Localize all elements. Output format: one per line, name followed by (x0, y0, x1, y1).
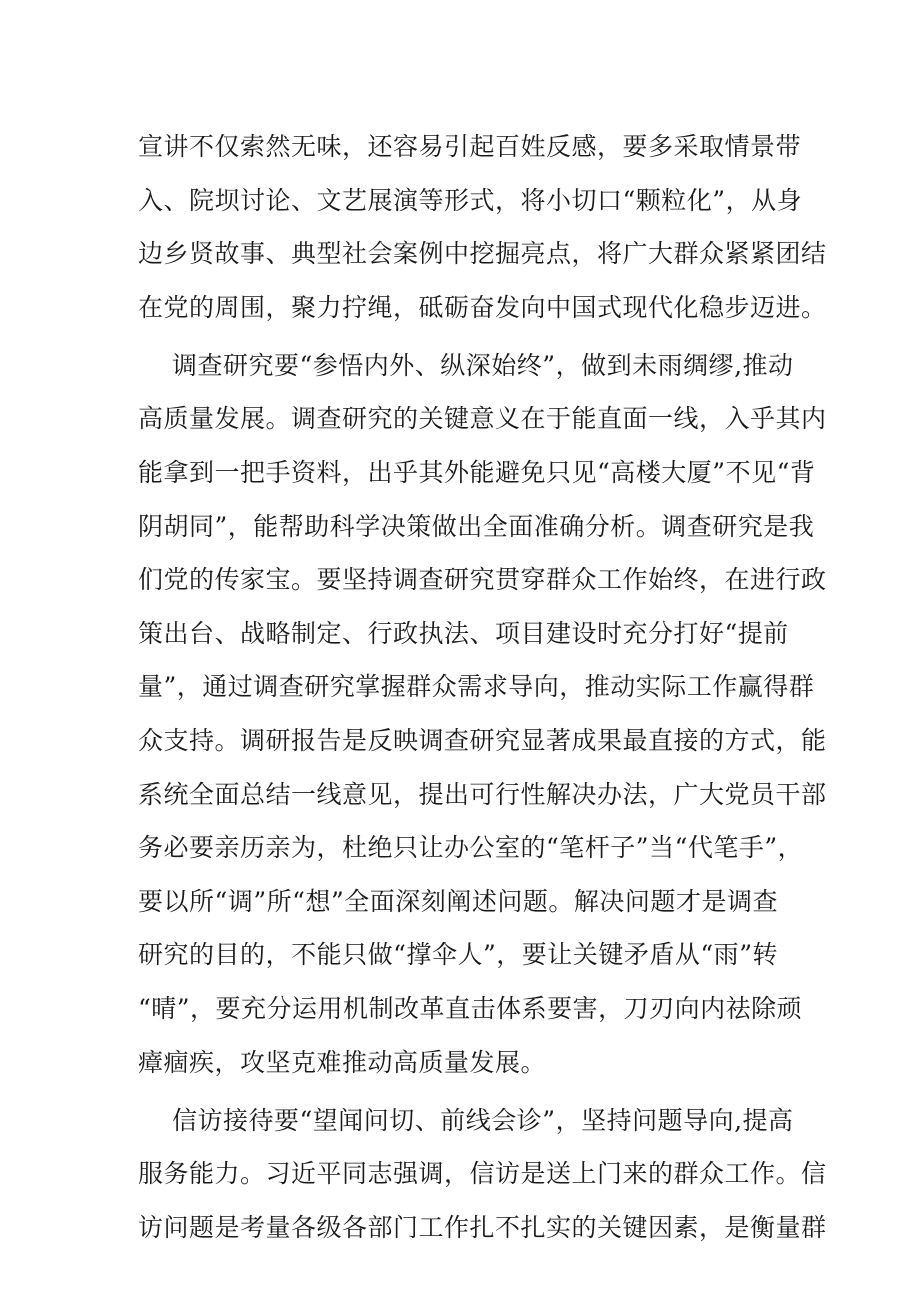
paragraph-2-line-3: 能拿到一把手资料，出乎其外能避免只见“高楼大厦”不见“背 (138, 458, 816, 487)
paragraph-2-line-10: 务必要亲历亲为，杜绝只让办公室的“笔杆子”当“代笔手”， (138, 833, 804, 862)
paragraph-2-line-2: 高质量发展。调查研究的关键意义在于能直面一线，入乎其内 (138, 404, 827, 433)
paragraph-2-line-5: 们党的传家宝。要坚持调查研究贯穿群众工作始终，在进行政 (138, 565, 827, 594)
paragraph-2-line-9: 系统全面总结一线意见，提出可行性解决办法，广大党员干部 (138, 780, 827, 809)
paragraph-3-line-1: 信访接待要“望闻问切、前线会诊”，坚持问题导向,提高 (172, 1106, 794, 1135)
paragraph-2-line-7: 量”，通过调查研究掌握群众需求导向，推动实际工作赢得群 (138, 672, 815, 701)
paragraph-2-line-4: 阴胡同”，能帮助科学决策做出全面准确分析。调查研究是我 (138, 512, 815, 541)
paragraph-3-line-2: 服务能力。习近平同志强调，信访是送上门来的群众工作。信 (138, 1159, 827, 1188)
paragraph-1-line-3: 边乡贤故事、典型社会案例中挖掘亮点，将广大群众紧紧团结 (138, 239, 827, 268)
paragraph-1-line-2: 入、院坝讨论、文艺展演等形式，将小切口“颗粒化”，从身 (138, 186, 803, 215)
paragraph-3-line-3: 访问题是考量各级各部门工作扎不扎实的关键因素，是衡量群 (138, 1213, 827, 1242)
paragraph-2-line-13: “晴”，要充分运用机制改革直击体系要害，刀刃向内祛除顽 (138, 994, 803, 1023)
paragraph-2-line-11: 要以所“调”所“想”全面深刻阐述问题。解决问题才是调查 (138, 887, 778, 916)
paragraph-2-line-14: 瘴痼疾，攻坚克难推动高质量发展。 (138, 1048, 547, 1077)
paragraph-2-line-1: 调查研究要“参悟内外、纵深始终”，做到未雨绸缪,推动 (172, 351, 794, 380)
paragraph-1-line-4: 在党的周围，聚力拧绳，砥砺奋发向中国式现代化稳步迈进。 (138, 293, 827, 322)
paragraph-2-line-8: 众支持。调研报告是反映调查研究显著成果最直接的方式，能 (138, 726, 827, 755)
paragraph-1-line-1: 宣讲不仅索然无味，还容易引起百姓反感，要多采取情景带 (138, 132, 802, 161)
paragraph-2-line-6: 策出台、战略制定、行政执法、项目建设时充分打好“提前 (138, 619, 789, 648)
paragraph-2-line-12: 研究的目的，不能只做“撑伞人”，要让关键矛盾从“雨”转 (138, 940, 778, 969)
